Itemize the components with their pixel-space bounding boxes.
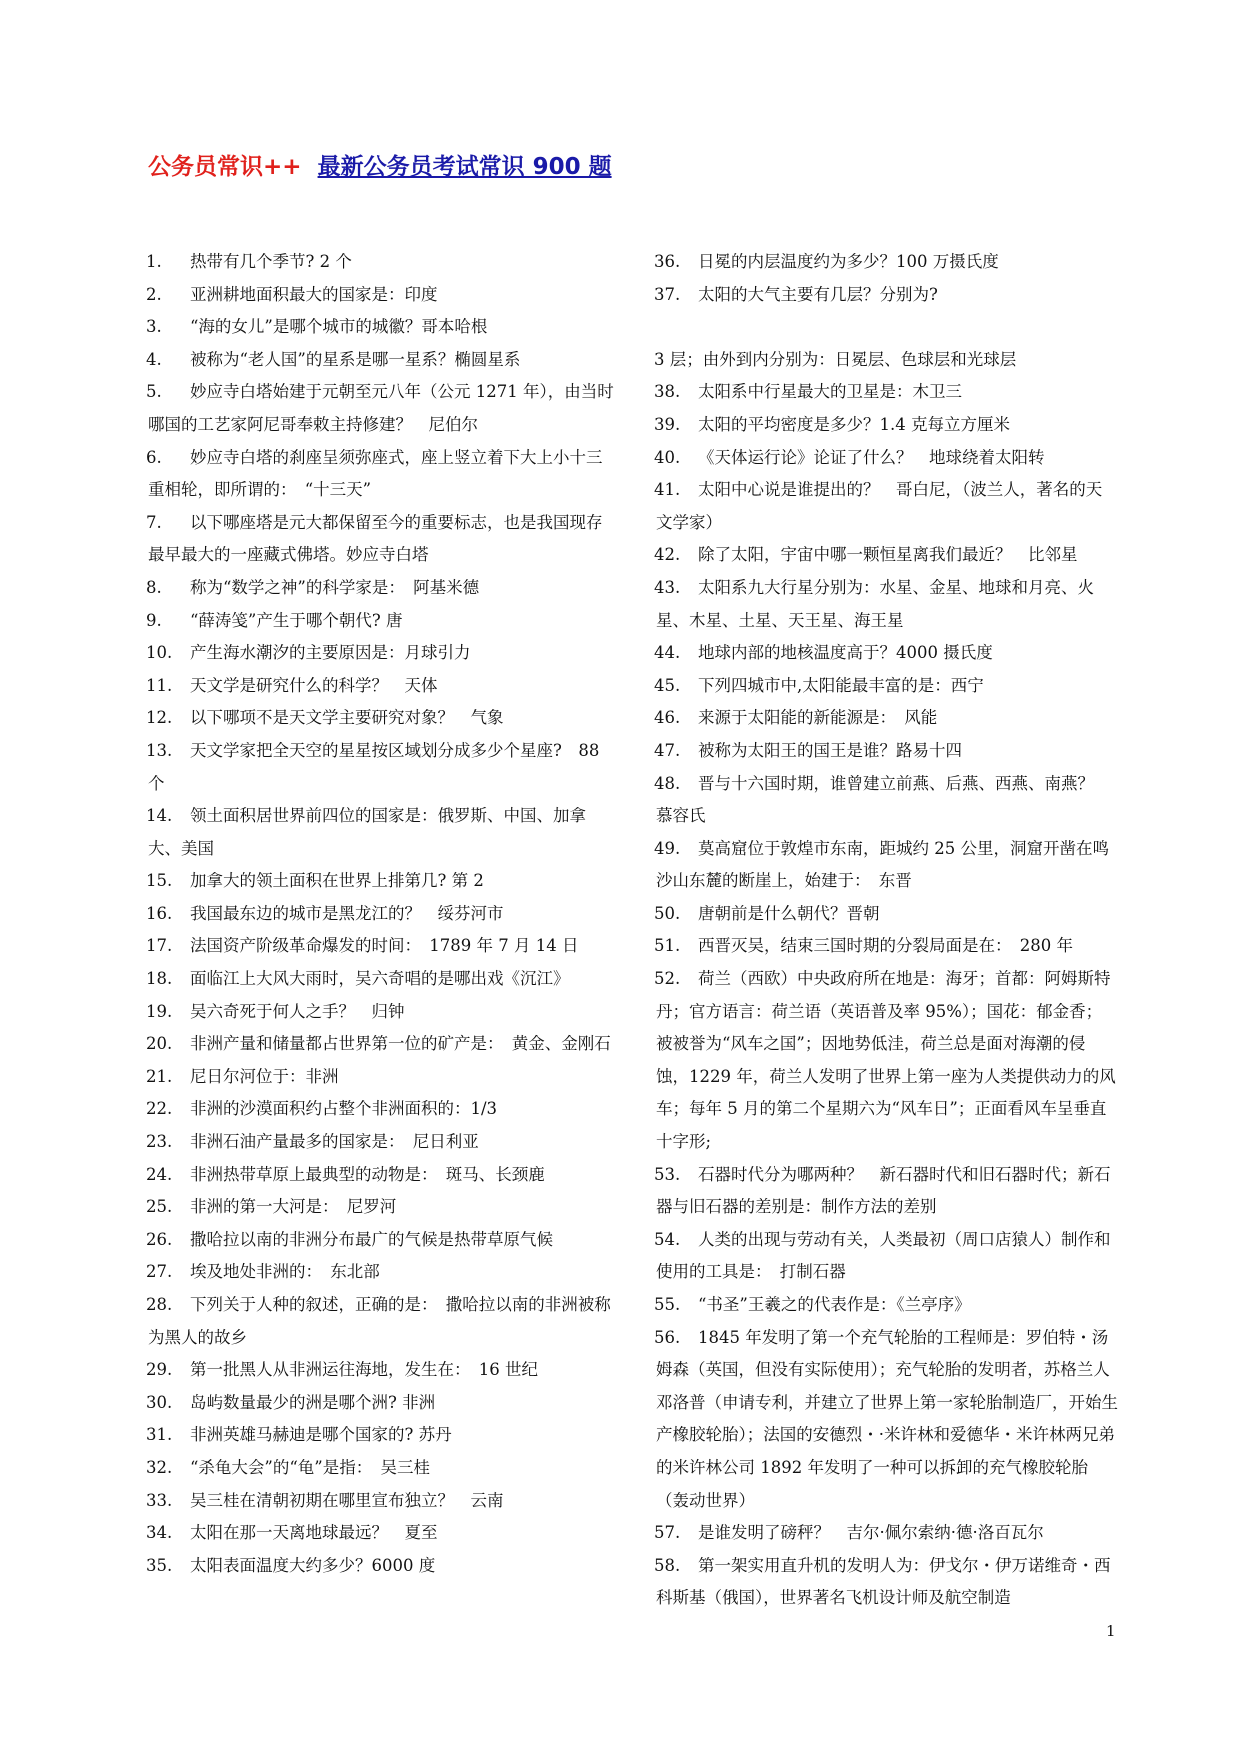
item-number: 8. [146, 577, 162, 597]
list-item [148, 376, 618, 441]
item-number: 45. [654, 675, 681, 695]
item-number: 21. [146, 1066, 173, 1086]
item-text: 我国最东边的城市是黑龙江的？ 绥芬河市 [190, 903, 504, 923]
item-number: 31. [146, 1425, 173, 1445]
list-item [148, 1387, 618, 1420]
list-item [148, 1126, 618, 1159]
item-number: 55. [654, 1295, 681, 1314]
list-item [148, 930, 618, 963]
item-number: 32. [146, 1457, 173, 1477]
item-number: 20. [146, 1034, 173, 1054]
list-item [656, 702, 1118, 735]
list-item [656, 572, 1118, 637]
list-item [148, 1354, 618, 1387]
list-item [656, 1322, 1118, 1518]
item-number: 15. [146, 871, 173, 891]
list-item [148, 702, 618, 735]
item-number: 38. [654, 382, 681, 402]
list-item [656, 898, 1118, 931]
list-item [148, 1061, 618, 1094]
list-item [148, 996, 618, 1029]
list-item [656, 1224, 1118, 1289]
item-number: 22. [146, 1099, 173, 1119]
list-item [656, 670, 1118, 703]
title-prefix: 公务员常识++ [148, 154, 302, 180]
item-text: 面临江上大风大雨时，吴六奇唱的是哪出戏《沉江》 [190, 969, 570, 989]
list-item [148, 605, 618, 638]
item-number: 18. [146, 969, 173, 989]
item-number: 35. [146, 1555, 173, 1575]
list-item [656, 539, 1118, 572]
list-item [148, 311, 618, 344]
item-text: 日冕的内层温度约为多少？100 万摄氏度 [698, 252, 999, 271]
list-item [656, 442, 1118, 475]
item-text: 晋与十六国时期，谁曾建立前燕、后燕、西燕、南燕？ 慕容氏 [656, 773, 1111, 826]
item-text: 天文学是研究什么的科学？ 天体 [190, 675, 438, 695]
item-text: 3 层；由外到内分别为：日冕层、色球层和光球层 [654, 349, 1017, 369]
list-item [148, 1419, 618, 1452]
item-text: 莫高窟位于敦煌市东南，距城约 25 公里，洞窟开凿在鸣沙山东麓的断崖上，始建于： 东晋 [656, 838, 1109, 891]
item-text: 法国资产阶级革命爆发的时间： 1789 年 7 月 14 日 [190, 936, 579, 956]
item-text: 撒哈拉以南的非洲分布最广的气候是热带草原气候 [190, 1229, 553, 1249]
item-text: 妙应寺白塔始建于元朝至元八年（公元 1271 年），由当时哪国的工艺家阿尼哥奉敕主持修建？ 尼伯尔 [148, 382, 614, 434]
item-number: 26. [146, 1229, 173, 1249]
item-text: 太阳的平均密度是多少？1.4 克每立方厘米 [698, 414, 1010, 434]
item-text: 产生海水潮汐的主要原因是：月球引力 [190, 643, 471, 663]
list-item [148, 246, 618, 279]
item-text: 来源于太阳能的新能源是： 风能 [698, 708, 938, 728]
list-item [148, 572, 618, 605]
item-text: “书圣”王羲之的代表作是：《兰亭序》 [698, 1295, 971, 1314]
item-number: 13. [146, 740, 173, 760]
list-item [148, 963, 618, 996]
list-item [656, 344, 1118, 377]
item-number: 49. [654, 838, 681, 858]
list-item [148, 670, 618, 703]
item-number: 9. [146, 610, 162, 630]
item-number: 36. [654, 252, 681, 271]
item-number: 54. [654, 1229, 681, 1249]
item-number: 6. [146, 447, 162, 467]
item-text: 太阳在那一天离地球最远？ 夏至 [190, 1523, 438, 1543]
list-item [148, 1550, 618, 1583]
item-number: 47. [654, 740, 681, 760]
item-text: 被称为“老人国”的星系是哪一星系？椭圆星系 [190, 349, 521, 369]
item-text: 地球内部的地核温度高于？4000 摄氏度 [698, 643, 993, 663]
item-number: 25. [146, 1197, 173, 1217]
list-item [148, 1224, 618, 1257]
item-text: 荷兰（西欧）中央政府所在地是：海牙；首都：阿姆斯特丹；官方语言：荷兰语（英语普及率 95%）；国花：郁金香；被被誉为“风车之国”；因地势低洼，荷兰总是面对海潮的侵蚀，1229 年，荷兰人发明了世界上第一座为人类提供动力的风车；每年 5 月的第二个星期六为“风车日”；正面看风车呈垂直十字形; [656, 969, 1116, 1152]
item-text: 吴六奇死于何人之手？ 归钟 [190, 1001, 405, 1021]
item-number: 11. [146, 675, 173, 695]
list-item [656, 246, 1118, 279]
item-number: 28. [146, 1295, 173, 1314]
list-item [656, 409, 1118, 442]
list-item [656, 1159, 1118, 1224]
list-item [148, 898, 618, 931]
item-text: “杀龟大会”的“龟”是指： 吴三桂 [190, 1457, 430, 1477]
item-text: 天文学家把全天空的星星按区域划分成多少个星座? 88 个 [148, 740, 600, 793]
item-number: 53. [654, 1164, 681, 1184]
item-text: 亚洲耕地面积最大的国家是：印度 [190, 284, 438, 304]
item-text: 下列关于人种的叙述，正确的是： 撒哈拉以南的非洲被称为黑人的故乡 [148, 1295, 611, 1347]
list-item [148, 1517, 618, 1550]
item-text: “海的女儿”是哪个城市的城徽？哥本哈根 [190, 317, 488, 337]
item-number: 23. [146, 1132, 173, 1152]
list-item [656, 1289, 1118, 1322]
list-item [148, 637, 618, 670]
list-item [656, 1517, 1118, 1550]
list-item [148, 1028, 618, 1061]
item-number: 29. [146, 1360, 173, 1380]
item-number: 51. [654, 936, 681, 956]
list-item [656, 735, 1118, 768]
item-number: 42. [654, 545, 681, 565]
list-item [656, 963, 1118, 1159]
item-text: 吴三桂在清朝初期在哪里宣布独立？ 云南 [190, 1490, 504, 1510]
item-text: 非洲英雄马赫迪是哪个国家的? 苏丹 [190, 1425, 452, 1445]
item-number: 57. [654, 1523, 681, 1543]
item-text: 《天体运行论》论证了什么？ 地球绕着太阳转 [698, 447, 1045, 467]
list-item [656, 311, 1118, 344]
item-number: 43. [654, 577, 681, 597]
item-text: 下列四城市中,太阳能最丰富的是：西宁 [698, 675, 984, 695]
item-text: 西晋灭吴，结束三国时期的分裂局面是在： 280 年 [698, 936, 1073, 956]
item-number: 52. [654, 969, 681, 989]
list-item [656, 279, 1118, 312]
list-item [656, 376, 1118, 409]
page-number: 1 [1106, 1622, 1116, 1640]
list-item [148, 507, 618, 572]
item-number: 17. [146, 936, 173, 956]
item-number: 40. [654, 447, 681, 467]
item-number: 34. [146, 1523, 173, 1543]
list-item [148, 1452, 618, 1485]
item-text: 非洲热带草原上最典型的动物是： 斑马、长颈鹿 [190, 1164, 545, 1184]
item-number: 30. [146, 1392, 173, 1412]
item-text: 以下哪座塔是元大都保留至今的重要标志，也是我国现存最早最大的一座藏式佛塔。妙应寺白塔 [148, 512, 603, 565]
item-number: 56. [654, 1327, 681, 1347]
list-item [656, 768, 1118, 833]
item-number: 2. [146, 284, 162, 304]
item-number: 16. [146, 903, 173, 923]
item-text: 第一架实用直升机的发明人为：伊戈尔・伊万诺维奇・西科斯基（俄国），世界著名飞机设计师及航空制造 [656, 1555, 1111, 1608]
item-number: 27. [146, 1262, 173, 1282]
item-text: 岛屿数量最少的洲是哪个洲? 非洲 [190, 1392, 436, 1412]
item-number: 39. [654, 414, 681, 434]
list-item [148, 1256, 618, 1289]
item-text: 太阳系九大行星分别为：水星、金星、地球和月亮、火星、木星、土星、天王星、海王星 [656, 577, 1094, 630]
item-text: 妙应寺白塔的刹座呈须弥座式，座上竖立着下大上小十三重相轮，即所谓的： “十三天” [148, 447, 603, 500]
item-number: 50. [654, 903, 681, 923]
item-text: 太阳的大气主要有几层？分别为? [698, 284, 938, 304]
list-item [148, 442, 618, 507]
item-number: 1. [146, 252, 162, 271]
right-column [656, 246, 1118, 1615]
item-number: 37. [654, 284, 681, 304]
list-item [656, 637, 1118, 670]
item-text: 石器时代分为哪两种？ 新石器时代和旧石器时代；新石器与旧石器的差别是：制作方法的差别 [656, 1164, 1111, 1217]
item-text: 非洲产量和储量都占世界第一位的矿产是： 黄金、金刚石 [190, 1034, 611, 1054]
left-column [148, 246, 618, 1582]
list-item [148, 865, 618, 898]
list-item [148, 800, 618, 865]
item-text: 热带有几个季节? 2 个 [190, 252, 352, 271]
item-number: 4. [146, 349, 162, 369]
item-number: 44. [654, 643, 681, 663]
item-number: 10. [146, 643, 173, 663]
item-number: 7. [146, 512, 162, 532]
item-text: 唐朝前是什么朝代？晋朝 [698, 903, 880, 923]
list-item [148, 1485, 618, 1518]
item-number: 24. [146, 1164, 173, 1184]
item-text: 太阳中心说是谁提出的？ 哥白尼，（波兰人，著名的天文学家） [656, 480, 1103, 532]
list-item [656, 930, 1118, 963]
list-item [148, 1289, 618, 1354]
item-text: 非洲的第一大河是： 尼罗河 [190, 1197, 397, 1217]
item-text: 非洲石油产量最多的国家是： 尼日利亚 [190, 1132, 479, 1152]
item-number: 33. [146, 1490, 173, 1510]
title-link[interactable]: 最新公务员考试常识 900 题 [317, 154, 612, 180]
item-text: 第一批黑人从非洲运往海地，发生在： 16 世纪 [190, 1360, 538, 1380]
list-item [656, 833, 1118, 898]
item-number: 46. [654, 708, 681, 728]
list-item [148, 344, 618, 377]
item-text: 是谁发明了磅秤？ 吉尔·佩尔索纳·德·洛百瓦尔 [698, 1523, 1044, 1543]
item-text: 非洲的沙漠面积约占整个非洲面积的：1/3 [190, 1099, 498, 1119]
list-item [656, 1550, 1118, 1615]
list-item [148, 1159, 618, 1192]
item-text: 尼日尔河位于：非洲 [190, 1066, 339, 1086]
item-number: 12. [146, 708, 173, 728]
item-text: 除了太阳，宇宙中哪一颗恒星离我们最近？ 比邻星 [698, 545, 1078, 565]
item-number: 58. [654, 1555, 681, 1575]
item-text: 埃及地处非洲的： 东北部 [190, 1262, 380, 1282]
item-text: 加拿大的领土面积在世界上排第几? 第 2 [190, 871, 484, 891]
item-number: 19. [146, 1001, 173, 1021]
item-number: 5. [146, 382, 162, 402]
item-text: 1845 年发明了第一个充气轮胎的工程师是：罗伯特・汤姆森（英国，但没有实际使用）；充气轮胎的发明者，苏格兰人邓洛普（申请专利，并建立了世界上第一家轮胎制造厂，开始生产橡胶轮胎）；法国的安德烈・·米许林和爱德华・米许林两兄弟的米许林公司 1892 年发明了一种可以拆卸的充气橡胶轮胎（轰动世界） [656, 1327, 1118, 1510]
item-text: 称为“数学之神”的科学家是： 阿基米德 [190, 577, 480, 597]
item-number: 41. [654, 480, 681, 500]
item-text: 被称为太阳王的国王是谁？路易十四 [698, 740, 962, 760]
list-item [148, 735, 618, 800]
page-title [148, 148, 612, 181]
list-item [148, 1093, 618, 1126]
list-item [148, 1191, 618, 1224]
list-item [656, 474, 1118, 539]
item-text: 以下哪项不是天文学主要研究对象？ 气象 [190, 708, 504, 728]
list-item [148, 279, 618, 312]
item-number: 48. [654, 773, 681, 793]
item-text: 领土面积居世界前四位的国家是：俄罗斯、中国、加拿大、美国 [148, 806, 586, 858]
item-text: 人类的出现与劳动有关，人类最初（周口店猿人）制作和使用的工具是： 打制石器 [656, 1229, 1111, 1282]
item-text: “薛涛笺”产生于哪个朝代? 唐 [190, 610, 403, 630]
item-number: 3. [146, 317, 162, 337]
item-text: 太阳表面温度大约多少？6000 度 [190, 1555, 436, 1575]
item-text: 太阳系中行星最大的卫星是：木卫三 [698, 382, 962, 402]
item-number: 14. [146, 806, 173, 826]
